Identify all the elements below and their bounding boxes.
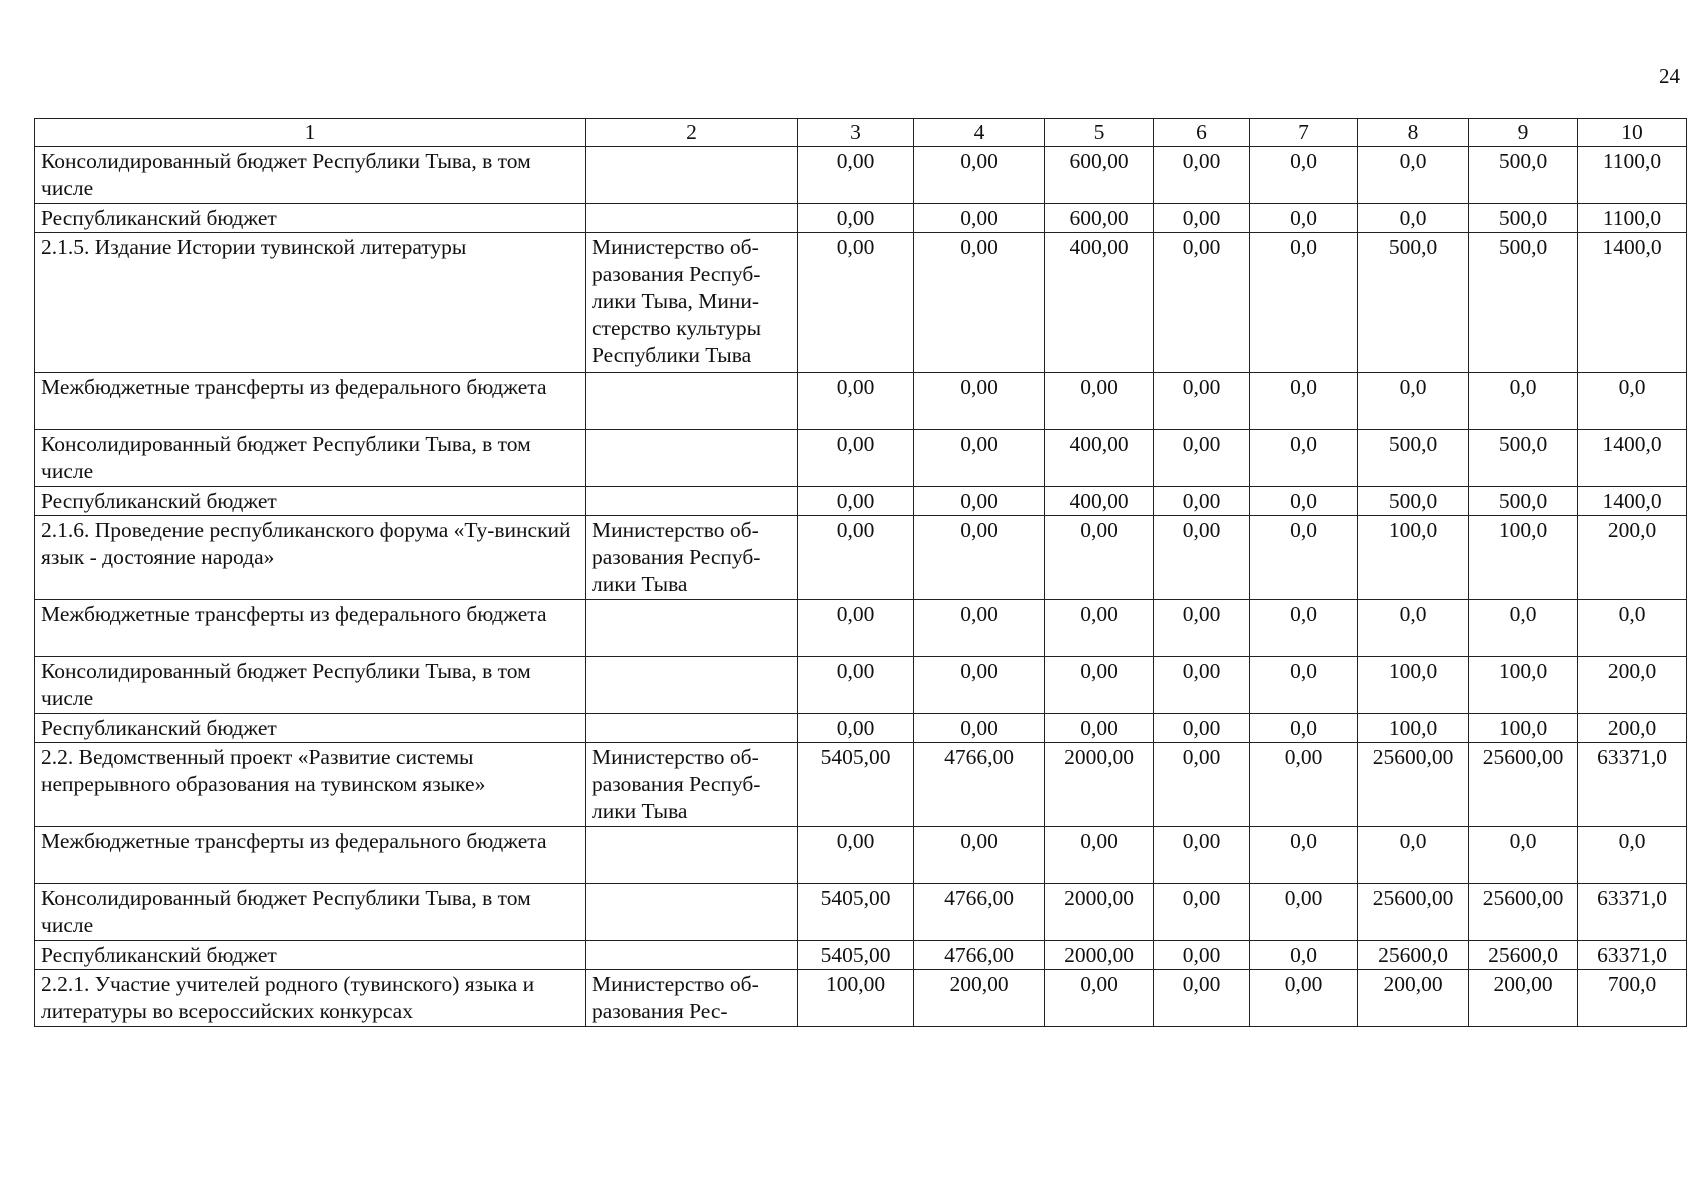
value-cell: 0,0	[1578, 827, 1687, 884]
table-row	[35, 743, 1687, 827]
value-cell: 0,00	[798, 516, 914, 600]
row-executor-cell	[586, 204, 798, 233]
value-cell: 0,00	[798, 827, 914, 884]
row-executor-cell	[586, 373, 798, 430]
value-cell: 25600,0	[1358, 941, 1469, 970]
value-cell: 100,0	[1469, 657, 1578, 714]
value-cell: 0,00	[914, 516, 1045, 600]
value-cell: 700,0	[1578, 970, 1687, 1027]
value-cell: 0,0	[1250, 657, 1358, 714]
column-header: 8	[1358, 119, 1469, 147]
value-cell: 0,0	[1250, 147, 1358, 204]
value-cell: 100,0	[1358, 657, 1469, 714]
row-executor-cell	[586, 600, 798, 657]
value-cell: 0,00	[1154, 487, 1250, 516]
value-cell: 500,0	[1469, 430, 1578, 487]
column-header: 10	[1578, 119, 1687, 147]
value-cell: 0,00	[1250, 743, 1358, 827]
row-executor-cell	[586, 147, 798, 204]
value-cell: 0,00	[798, 487, 914, 516]
value-cell: 63371,0	[1578, 884, 1687, 941]
value-cell: 200,00	[1469, 970, 1578, 1027]
row-executor-cell	[586, 827, 798, 884]
row-executor-cell	[586, 430, 798, 487]
row-name-cell: 2.1.6. Проведение республиканского форума «Ту-винский язык - достояние народа»	[35, 516, 586, 600]
value-cell: 25600,00	[1469, 884, 1578, 941]
column-header: 9	[1469, 119, 1578, 147]
value-cell: 0,00	[798, 430, 914, 487]
value-cell: 200,0	[1578, 516, 1687, 600]
table-row	[35, 941, 1687, 970]
value-cell: 0,00	[798, 657, 914, 714]
value-cell: 500,0	[1358, 487, 1469, 516]
value-cell: 5405,00	[798, 884, 914, 941]
value-cell: 0,00	[1154, 714, 1250, 743]
value-cell: 0,00	[1045, 516, 1154, 600]
value-cell: 0,00	[1154, 743, 1250, 827]
value-cell: 63371,0	[1578, 743, 1687, 827]
value-cell: 0,0	[1250, 941, 1358, 970]
table-row	[35, 147, 1687, 204]
value-cell: 25600,0	[1469, 941, 1578, 970]
value-cell: 400,00	[1045, 430, 1154, 487]
value-cell: 0,0	[1578, 373, 1687, 430]
budget-table	[34, 118, 1687, 1027]
column-header: 7	[1250, 119, 1358, 147]
row-name-cell: Консолидированный бюджет Республики Тыва, в том числе	[35, 147, 586, 204]
value-cell: 0,00	[1154, 516, 1250, 600]
value-cell: 100,0	[1358, 516, 1469, 600]
value-cell: 0,0	[1578, 600, 1687, 657]
value-cell: 0,00	[1154, 373, 1250, 430]
row-name-cell: Республиканский бюджет	[35, 714, 586, 743]
value-cell: 0,00	[1045, 714, 1154, 743]
value-cell: 1400,0	[1578, 233, 1687, 373]
column-header: 2	[586, 119, 798, 147]
value-cell: 63371,0	[1578, 941, 1687, 970]
row-executor-cell	[586, 941, 798, 970]
value-cell: 0,00	[914, 147, 1045, 204]
value-cell: 0,00	[1045, 827, 1154, 884]
row-executor-cell	[586, 884, 798, 941]
value-cell: 0,00	[798, 147, 914, 204]
value-cell: 500,0	[1358, 233, 1469, 373]
value-cell: 0,00	[914, 204, 1045, 233]
value-cell: 200,00	[914, 970, 1045, 1027]
value-cell: 0,00	[914, 233, 1045, 373]
table-row	[35, 827, 1687, 884]
value-cell: 0,0	[1250, 516, 1358, 600]
value-cell: 0,00	[1045, 970, 1154, 1027]
value-cell: 0,00	[1154, 941, 1250, 970]
value-cell: 0,00	[1154, 430, 1250, 487]
value-cell: 0,00	[1045, 373, 1154, 430]
value-cell: 400,00	[1045, 487, 1154, 516]
value-cell: 200,00	[1358, 970, 1469, 1027]
row-name-cell: 2.2.1. Участие учителей родного (тувинского) языка и литературы во всероссийских конкурсах	[35, 970, 586, 1027]
value-cell: 25600,00	[1358, 743, 1469, 827]
row-executor-cell	[586, 657, 798, 714]
value-cell: 500,0	[1469, 233, 1578, 373]
table-row	[35, 884, 1687, 941]
value-cell: 0,0	[1358, 373, 1469, 430]
value-cell: 0,00	[914, 373, 1045, 430]
value-cell: 0,0	[1358, 600, 1469, 657]
row-executor-cell	[586, 714, 798, 743]
page-number: 24	[1659, 64, 1680, 88]
column-header: 1	[35, 119, 586, 147]
value-cell: 0,00	[1045, 600, 1154, 657]
value-cell: 0,0	[1250, 233, 1358, 373]
table-row	[35, 233, 1687, 373]
value-cell: 0,00	[1045, 657, 1154, 714]
value-cell: 100,0	[1469, 714, 1578, 743]
column-header: 5	[1045, 119, 1154, 147]
value-cell: 500,0	[1469, 147, 1578, 204]
value-cell: 0,0	[1358, 204, 1469, 233]
row-name-cell: Межбюджетные трансферты из федерального бюджета	[35, 373, 586, 430]
value-cell: 200,0	[1578, 714, 1687, 743]
value-cell: 0,0	[1358, 147, 1469, 204]
value-cell: 0,00	[1154, 827, 1250, 884]
value-cell: 0,00	[914, 714, 1045, 743]
value-cell: 0,00	[798, 373, 914, 430]
value-cell: 2000,00	[1045, 743, 1154, 827]
table-row	[35, 373, 1687, 430]
value-cell: 0,00	[1250, 970, 1358, 1027]
column-header: 6	[1154, 119, 1250, 147]
column-header: 4	[914, 119, 1045, 147]
row-name-cell: Республиканский бюджет	[35, 204, 586, 233]
row-executor-cell: Министерство об-разования Рес-	[586, 970, 798, 1027]
row-executor-cell: Министерство об-разования Респуб-лики Тыва, Мини-стерство культуры Республики Тыва	[586, 233, 798, 373]
value-cell: 100,00	[798, 970, 914, 1027]
value-cell: 25600,00	[1469, 743, 1578, 827]
row-name-cell: Консолидированный бюджет Республики Тыва, в том числе	[35, 657, 586, 714]
value-cell: 0,0	[1358, 827, 1469, 884]
value-cell: 0,0	[1469, 373, 1578, 430]
value-cell: 5405,00	[798, 743, 914, 827]
row-executor-cell	[586, 487, 798, 516]
row-name-cell: 2.1.5. Издание Истории тувинской литературы	[35, 233, 586, 373]
value-cell: 0,0	[1250, 204, 1358, 233]
column-number-row	[35, 119, 1687, 147]
value-cell: 0,00	[1154, 970, 1250, 1027]
value-cell: 0,0	[1469, 600, 1578, 657]
value-cell: 0,00	[798, 204, 914, 233]
value-cell: 500,0	[1469, 204, 1578, 233]
value-cell: 0,00	[914, 657, 1045, 714]
value-cell: 2000,00	[1045, 884, 1154, 941]
value-cell: 1100,0	[1578, 204, 1687, 233]
value-cell: 0,0	[1250, 487, 1358, 516]
value-cell: 4766,00	[914, 941, 1045, 970]
table-row	[35, 204, 1687, 233]
value-cell: 400,00	[1045, 233, 1154, 373]
value-cell: 0,00	[914, 827, 1045, 884]
table-row	[35, 714, 1687, 743]
value-cell: 1400,0	[1578, 430, 1687, 487]
row-name-cell: Республиканский бюджет	[35, 487, 586, 516]
value-cell: 100,0	[1469, 516, 1578, 600]
value-cell: 200,0	[1578, 657, 1687, 714]
value-cell: 0,00	[798, 600, 914, 657]
value-cell: 500,0	[1469, 487, 1578, 516]
row-name-cell: Республиканский бюджет	[35, 941, 586, 970]
value-cell: 100,0	[1358, 714, 1469, 743]
row-name-cell: Консолидированный бюджет Республики Тыва, в том числе	[35, 884, 586, 941]
row-name-cell: Межбюджетные трансферты из федерального бюджета	[35, 600, 586, 657]
value-cell: 1100,0	[1578, 147, 1687, 204]
value-cell: 0,00	[1154, 204, 1250, 233]
value-cell: 0,00	[1154, 147, 1250, 204]
value-cell: 0,00	[914, 600, 1045, 657]
value-cell: 600,00	[1045, 204, 1154, 233]
value-cell: 5405,00	[798, 941, 914, 970]
value-cell: 0,00	[1250, 884, 1358, 941]
value-cell: 1400,0	[1578, 487, 1687, 516]
value-cell: 2000,00	[1045, 941, 1154, 970]
value-cell: 0,00	[1154, 657, 1250, 714]
row-executor-cell: Министерство об-разования Респуб-лики Тыва	[586, 743, 798, 827]
row-name-cell: Консолидированный бюджет Республики Тыва, в том числе	[35, 430, 586, 487]
value-cell: 0,00	[914, 430, 1045, 487]
value-cell: 0,0	[1250, 373, 1358, 430]
value-cell: 0,0	[1250, 600, 1358, 657]
row-name-cell: Межбюджетные трансферты из федерального бюджета	[35, 827, 586, 884]
table-row	[35, 970, 1687, 1027]
value-cell: 0,00	[1154, 600, 1250, 657]
value-cell: 500,0	[1358, 430, 1469, 487]
table-row	[35, 600, 1687, 657]
value-cell: 600,00	[1045, 147, 1154, 204]
value-cell: 25600,00	[1358, 884, 1469, 941]
table-row	[35, 487, 1687, 516]
value-cell: 4766,00	[914, 884, 1045, 941]
row-executor-cell: Министерство об-разования Респуб-лики Тыва	[586, 516, 798, 600]
table-row	[35, 516, 1687, 600]
value-cell: 0,0	[1250, 714, 1358, 743]
value-cell: 4766,00	[914, 743, 1045, 827]
value-cell: 0,00	[914, 487, 1045, 516]
column-header: 3	[798, 119, 914, 147]
row-name-cell: 2.2. Ведомственный проект «Развитие системы непрерывного образования на тувинском языке»	[35, 743, 586, 827]
value-cell: 0,0	[1250, 827, 1358, 884]
value-cell: 0,00	[798, 233, 914, 373]
value-cell: 0,00	[798, 714, 914, 743]
value-cell: 0,00	[1154, 884, 1250, 941]
value-cell: 0,00	[1154, 233, 1250, 373]
value-cell: 0,0	[1469, 827, 1578, 884]
value-cell: 0,0	[1250, 430, 1358, 487]
table-row	[35, 430, 1687, 487]
table-row	[35, 657, 1687, 714]
